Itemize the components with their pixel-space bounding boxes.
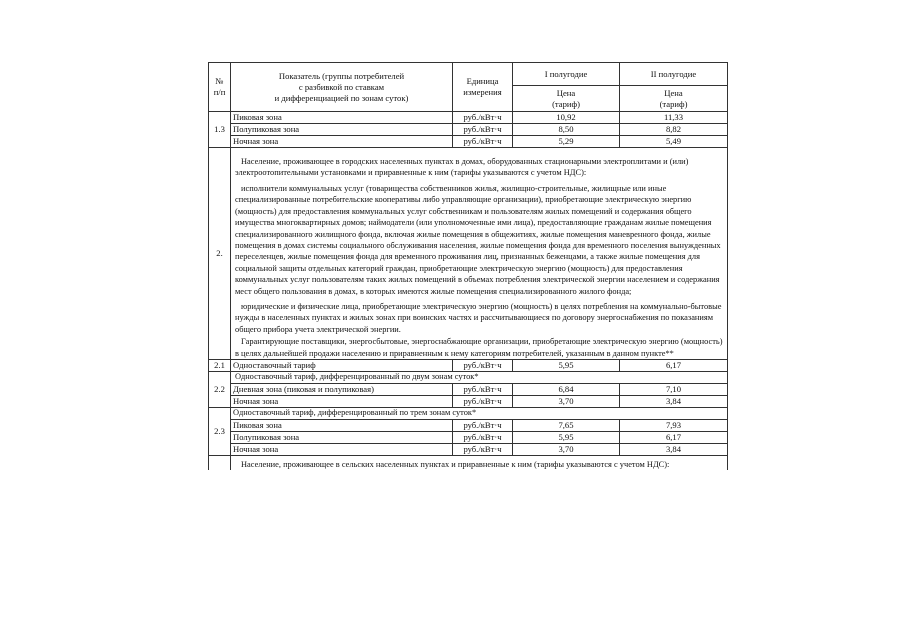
tariff-table bbox=[208, 62, 728, 470]
table-row bbox=[209, 419, 728, 431]
price-first-half: 3,70 bbox=[513, 395, 620, 407]
price-second-half: 5,49 bbox=[620, 136, 728, 148]
header-second-half: II полугодие bbox=[620, 63, 728, 86]
table-row bbox=[209, 443, 728, 455]
row-label: Ночная зона bbox=[231, 443, 453, 455]
row-unit: руб./кВт·ч bbox=[453, 136, 513, 148]
table-row bbox=[209, 112, 728, 124]
table-row bbox=[209, 395, 728, 407]
price-second-half: 8,82 bbox=[620, 124, 728, 136]
section-3-description bbox=[231, 455, 728, 470]
table-row bbox=[209, 360, 728, 372]
row-label: Одноставочный тариф bbox=[231, 360, 453, 372]
row-unit: руб./кВт·ч bbox=[453, 124, 513, 136]
row-label: Дневная зона (пиковая и полупиковая) bbox=[231, 383, 453, 395]
header-indicator: Показатель (группы потребителей с разбивкой по ставкам и дифференциацией по зонам суток) bbox=[231, 63, 453, 112]
table-row bbox=[209, 383, 728, 395]
header-price-second: Цена (тариф) bbox=[620, 86, 728, 112]
row-unit: руб./кВт·ч bbox=[453, 395, 513, 407]
table-row bbox=[209, 124, 728, 136]
price-first-half: 3,70 bbox=[513, 443, 620, 455]
subsection-title-row bbox=[209, 372, 728, 384]
header-row bbox=[209, 63, 728, 86]
price-second-half: 6,17 bbox=[620, 360, 728, 372]
tariff-document bbox=[208, 62, 727, 470]
row-number: 2.2 bbox=[209, 372, 231, 408]
row-unit: руб./кВт·ч bbox=[453, 431, 513, 443]
header-first-half: I полугодие bbox=[513, 63, 620, 86]
price-first-half: 5,95 bbox=[513, 360, 620, 372]
row-unit: руб./кВт·ч bbox=[453, 112, 513, 124]
row-number: 2. bbox=[209, 148, 231, 360]
price-first-half: 7,65 bbox=[513, 419, 620, 431]
row-number: 2.3 bbox=[209, 407, 231, 455]
paragraph: Население, проживающее в сельских населенных пунктах и приравненные к ним (тарифы указываются с учетом НДС): bbox=[241, 459, 670, 469]
row-label: Пиковая зона bbox=[231, 112, 453, 124]
row-label: Полупиковая зона bbox=[231, 124, 453, 136]
row-number: 1.3 bbox=[209, 112, 231, 148]
table-row bbox=[209, 136, 728, 148]
paragraph: юридические и физические лица, приобретающие электрическую энергию (мощность) в целях потребления на коммунально-бытовые нужды в населенных пунктах и жилых зонах при воинских частях и рассчитывающиеся по договору энергоснабжения по показаниям общего прибора учета электрической энергии. bbox=[235, 302, 722, 334]
price-first-half: 10,92 bbox=[513, 112, 620, 124]
price-second-half: 3,84 bbox=[620, 395, 728, 407]
paragraph: Население, проживающее в городских населенных пунктах в домах, оборудованных стационарными электроплитами и (или) электроотопительными установками и приравненные к ним (тарифы указываются с учетом НДС): bbox=[235, 157, 689, 178]
subsection-title: Одноставочный тариф, дифференцированный по трем зонам суток* bbox=[231, 407, 728, 419]
section-3-row bbox=[209, 455, 728, 470]
row-unit: руб./кВт·ч bbox=[453, 360, 513, 372]
row-label: Пиковая зона bbox=[231, 419, 453, 431]
paragraph: исполнители коммунальных услуг (товарищества собственников жилья, жилищно-строительные, жилищные или иные специализированные потребительские кооперативы либо управляющие организации), приобретающие электрическую энергию (мощность) для предоставления коммунальных услуг собственникам и пользователям жилых помещений и содержания общего имущества многоквартирных домов; наймодатели (или уполномоченные ими лица), предоставляющие гражданам жилые помещения специализированного жилищного фонда, включая жилые помещения в общежитиях, жилые помещения маневренного фонда, жилые помещения в домах системы социального обслуживания населения, жилые помещения фонда для временного поселения вынужденных переселенцев, жилые помещения фонда для временного проживания лиц, признанных беженцами, а также жилые помещения для социальной защиты отдельных категорий граждан, приобретающие электрическую энергию (мощность) для предоставления коммунальных услуг пользователям таких жилых помещений в объемах потребления электрической энергии населением и содержания мест общего пользования в домах, в которых имеются жилые помещения специализированного жилого фонда; bbox=[235, 183, 721, 296]
price-second-half: 3,84 bbox=[620, 443, 728, 455]
price-second-half: 6,17 bbox=[620, 431, 728, 443]
subsection-title-row bbox=[209, 407, 728, 419]
table-row bbox=[209, 431, 728, 443]
price-second-half: 11,33 bbox=[620, 112, 728, 124]
price-first-half: 8,50 bbox=[513, 124, 620, 136]
price-second-half: 7,10 bbox=[620, 383, 728, 395]
price-first-half: 5,29 bbox=[513, 136, 620, 148]
row-unit: руб./кВт·ч bbox=[453, 419, 513, 431]
price-first-half: 6,84 bbox=[513, 383, 620, 395]
subsection-title: Одноставочный тариф, дифференцированный по двум зонам суток* bbox=[231, 372, 728, 384]
header-unit: Единица измерения bbox=[453, 63, 513, 112]
row-label: Полупиковая зона bbox=[231, 431, 453, 443]
row-label: Ночная зона bbox=[231, 395, 453, 407]
row-label: Ночная зона bbox=[231, 136, 453, 148]
paragraph: Гарантирующие поставщики, энергосбытовые, энергоснабжающие организации, приобретающие электрическую энергию (мощность) в целях дальнейшей продажи населению и приравненным к нему категориям потребителей, указанным в данном пункте** bbox=[235, 337, 723, 358]
row-unit: руб./кВт·ч bbox=[453, 443, 513, 455]
section-2-row bbox=[209, 148, 728, 360]
header-price-first: Цена (тариф) bbox=[513, 86, 620, 112]
row-unit: руб./кВт·ч bbox=[453, 383, 513, 395]
section-2-description bbox=[231, 148, 728, 360]
row-number bbox=[209, 455, 231, 470]
price-second-half: 7,93 bbox=[620, 419, 728, 431]
row-number: 2.1 bbox=[209, 360, 231, 372]
price-first-half: 5,95 bbox=[513, 431, 620, 443]
header-number: № п/п bbox=[209, 63, 231, 112]
